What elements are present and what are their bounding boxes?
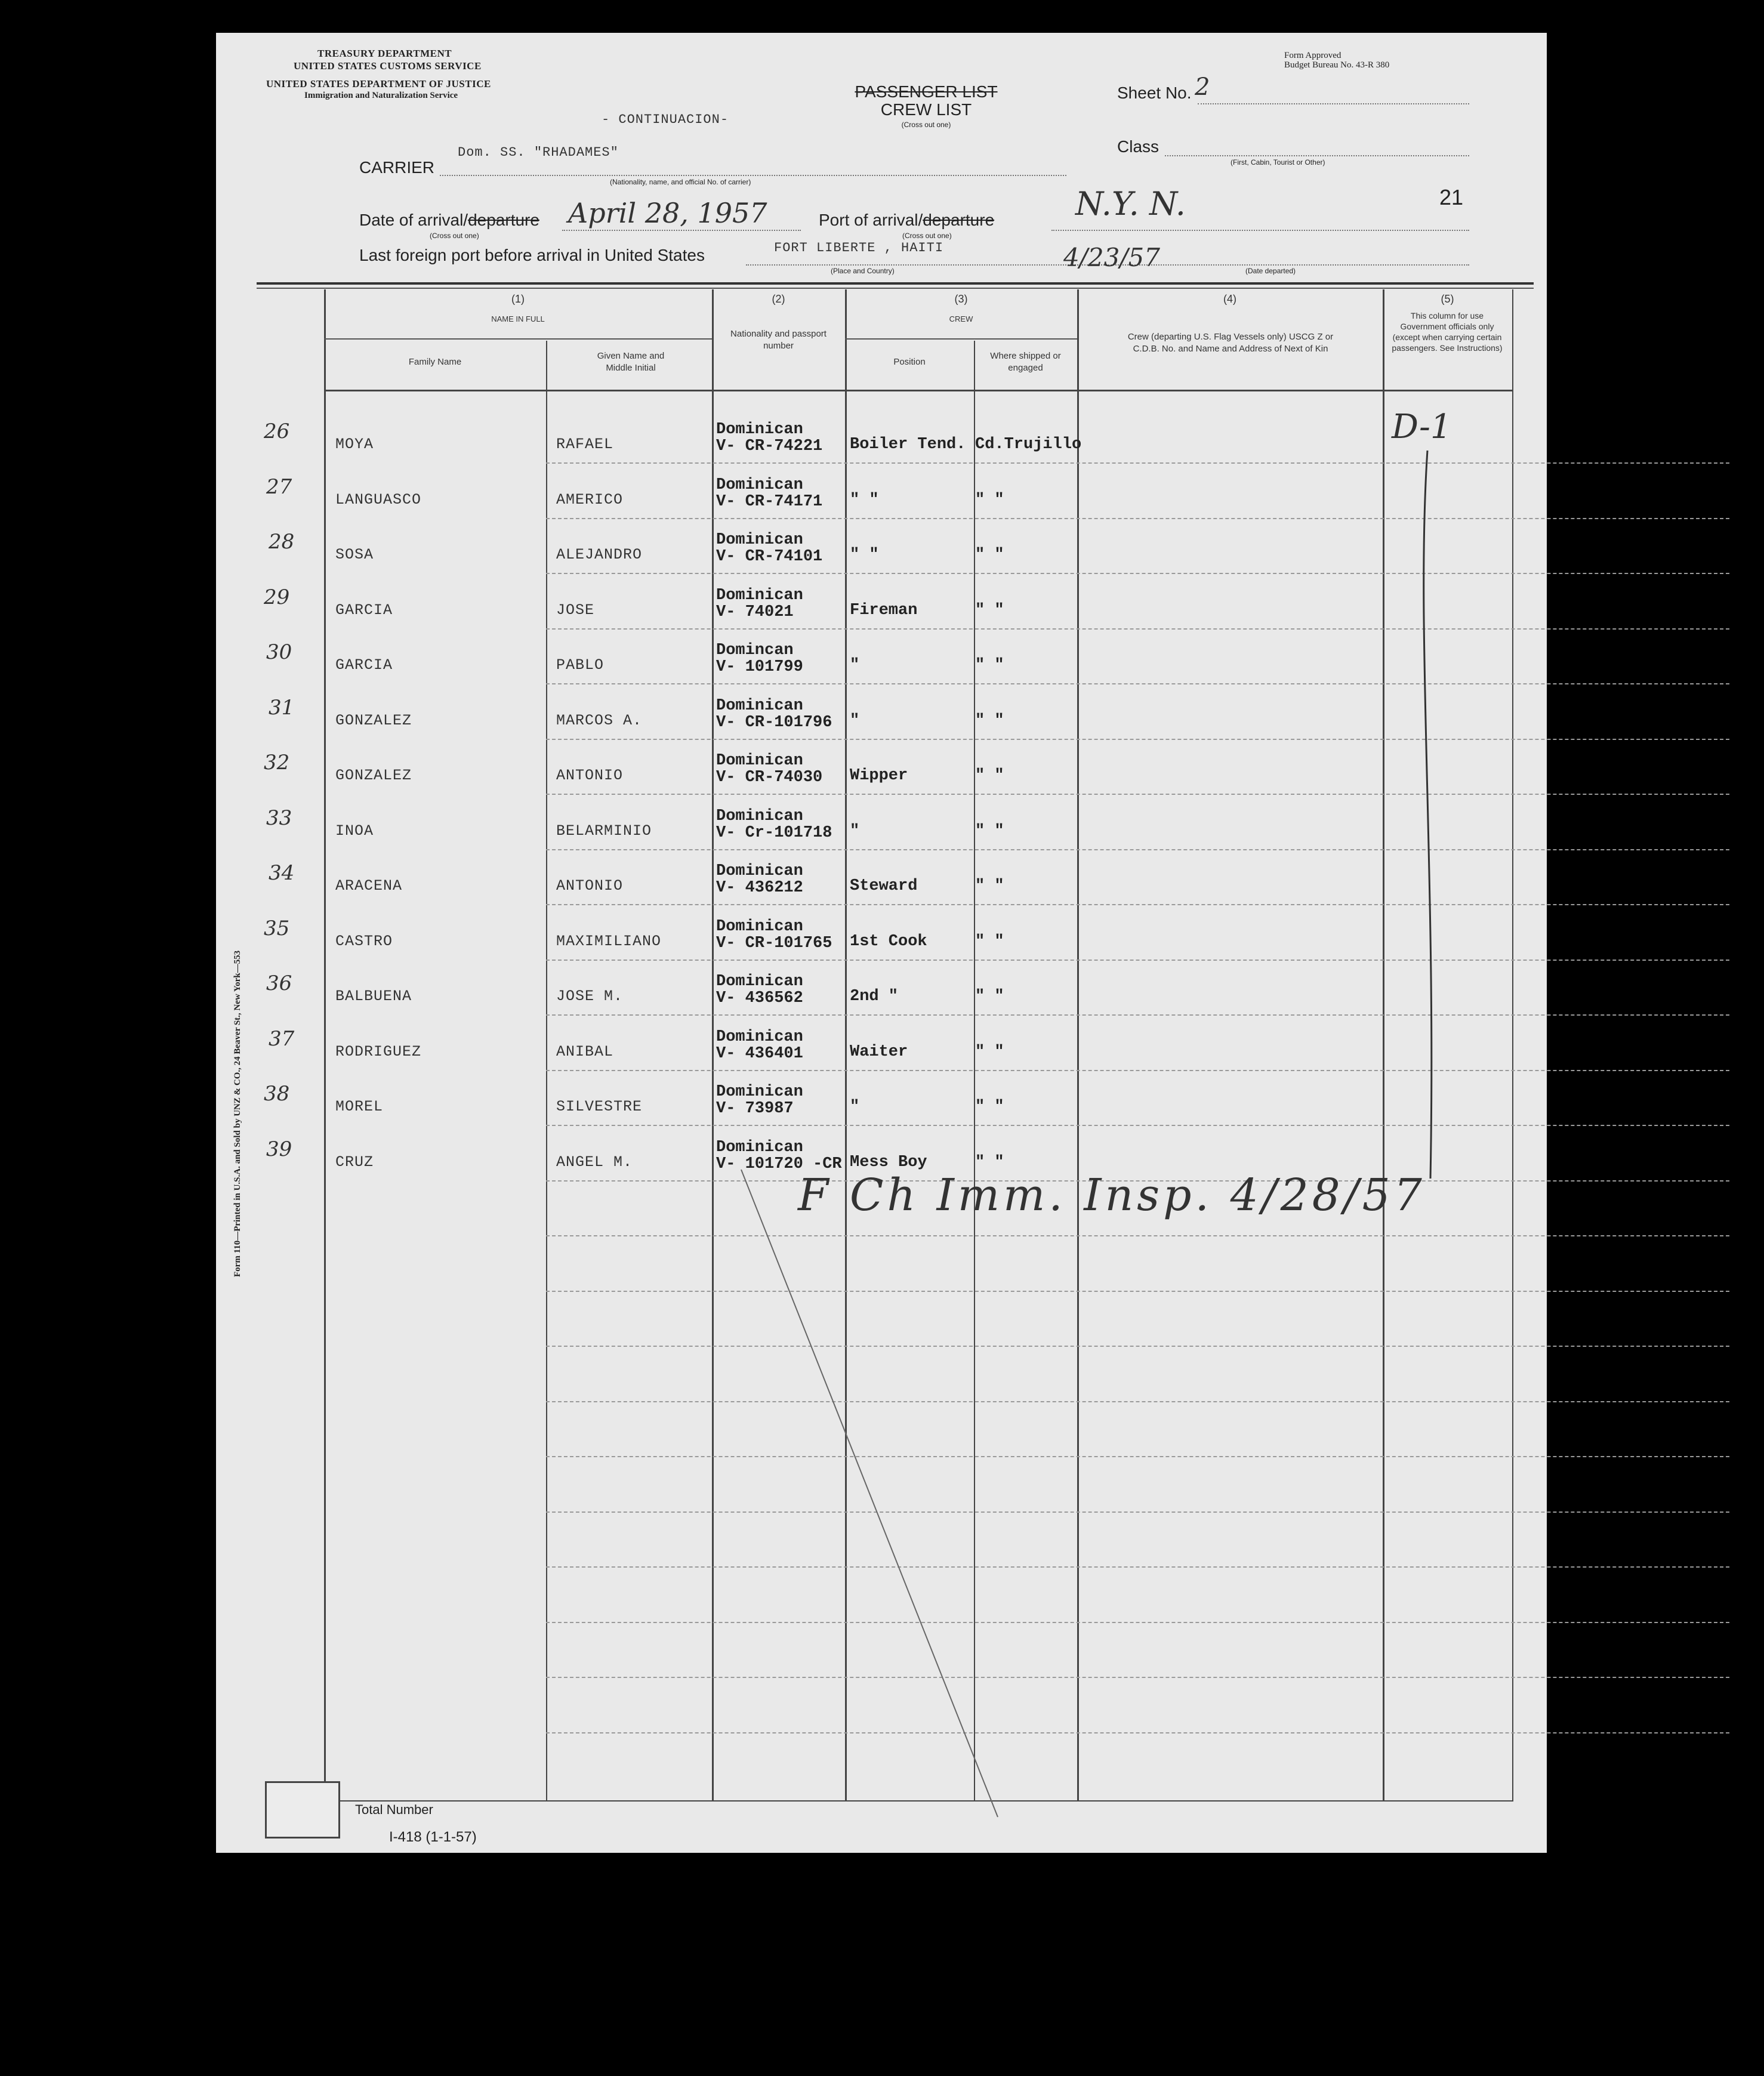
nationality: Dominican xyxy=(716,476,803,494)
family-name: BALBUENA xyxy=(335,988,412,1005)
last-port-value: FORT LIBERTE , HAITI xyxy=(774,240,944,255)
nationality: Dominican xyxy=(716,862,803,880)
position: Fireman xyxy=(850,601,918,619)
given-name: ANIBAL xyxy=(556,1042,614,1060)
date-departed-note: (Date departed) xyxy=(1245,267,1296,275)
date-arrival-value: April 28, 1957 xyxy=(568,197,767,229)
passport-number: V- 436212 xyxy=(716,879,803,897)
class-label: Class xyxy=(1117,137,1159,156)
row-number: 28 xyxy=(269,530,295,554)
signature: F Ch Imm. Insp. 4/28/57 xyxy=(798,1170,1426,1221)
where-shipped: " " xyxy=(975,656,1004,674)
nationality: Dominican xyxy=(716,1083,803,1101)
family-name: GONZALEZ xyxy=(335,711,412,729)
given-name: SILVESTRE xyxy=(556,1098,643,1115)
port-label: Port of arrival/departure xyxy=(819,211,995,229)
passport-number: V- Cr-101718 xyxy=(716,823,832,842)
empty-row-line xyxy=(546,1511,1729,1513)
passport-number: V- 436401 xyxy=(716,1044,803,1063)
empty-row-line xyxy=(546,1401,1729,1402)
family-name: ARACENA xyxy=(335,877,403,894)
nationality: Dominican xyxy=(716,1138,803,1156)
total-label: Total Number xyxy=(355,1802,433,1817)
family-name: CASTRO xyxy=(335,932,393,950)
empty-row-line xyxy=(546,1622,1729,1623)
given-name: MAXIMILIANO xyxy=(556,932,662,950)
position: " xyxy=(850,1098,860,1116)
nationality: Dominican xyxy=(716,531,803,549)
passport-number: V- 73987 xyxy=(716,1100,794,1118)
nationality: Dominican xyxy=(716,696,803,715)
given-name: ANTONIO xyxy=(556,877,624,894)
where-shipped: " " xyxy=(975,877,1004,895)
where-shipped: " " xyxy=(975,1153,1004,1171)
position: Boiler Tend. xyxy=(850,436,966,454)
position: Waiter xyxy=(850,1042,908,1061)
passport-number: V- CR-74221 xyxy=(716,437,823,455)
row-number: 29 xyxy=(264,585,290,609)
empty-row-line xyxy=(546,1566,1729,1568)
row-divider xyxy=(546,628,1729,630)
row-divider xyxy=(546,573,1729,574)
row-divider xyxy=(546,518,1729,519)
row-divider xyxy=(546,849,1729,850)
where-shipped: " " xyxy=(975,767,1004,785)
given-name: RAFAEL xyxy=(556,436,614,453)
dept-ins: Immigration and Naturalization Service xyxy=(304,91,458,100)
col2-num: (2) xyxy=(772,293,785,305)
family-name: GARCIA xyxy=(335,601,393,619)
port-value: N.Y. N. xyxy=(1075,185,1186,223)
row-number: 35 xyxy=(264,916,290,940)
position: Steward xyxy=(850,877,918,895)
passport-number: V- CR-74101 xyxy=(716,548,823,566)
row-number: 38 xyxy=(264,1082,290,1106)
given-name: ALEJANDRO xyxy=(556,546,643,563)
given-name: ANGEL M. xyxy=(556,1153,633,1171)
form-approved: Form Approved xyxy=(1284,51,1341,60)
empty-row-line xyxy=(546,1235,1729,1236)
family-name: GONZALEZ xyxy=(335,767,412,784)
row-divider xyxy=(546,739,1729,740)
given-name: JOSE M. xyxy=(556,988,624,1005)
date-note: (Cross out one) xyxy=(430,232,479,240)
empty-row-line xyxy=(546,1677,1729,1678)
side-print: Form 110—Printed in U.S.A. and Sold by UNZ & CO., 24 Beaver St., New York—553 xyxy=(233,950,242,1277)
dept-customs: UNITED STATES CUSTOMS SERVICE xyxy=(294,60,482,72)
vertical-bracket-mark xyxy=(1404,451,1451,1184)
family-name: MOYA xyxy=(335,436,374,453)
col5-title: This column for use Government officials only (except when carrying certain passengers. See Instructions) xyxy=(1392,311,1503,353)
col1-num: (1) xyxy=(511,293,525,305)
annotation-d1: D-1 xyxy=(1392,408,1452,446)
given-name: MARCOS A. xyxy=(556,711,643,729)
row-divider xyxy=(546,794,1729,795)
carrier-label: CARRIER xyxy=(359,158,435,177)
row-number: 37 xyxy=(269,1026,295,1051)
nationality: Dominican xyxy=(716,1028,803,1046)
passport-number: V- 74021 xyxy=(716,603,794,621)
given-name: PABLO xyxy=(556,656,605,674)
passport-number: V- CR-101796 xyxy=(716,713,832,732)
nationality: Dominican xyxy=(716,917,803,936)
nationality: Dominican xyxy=(716,807,803,825)
empty-row-line xyxy=(546,1732,1729,1733)
where-shipped: " " xyxy=(975,546,1004,564)
row-divider xyxy=(546,1070,1729,1071)
empty-row-line xyxy=(546,1346,1729,1347)
col3-position: Position xyxy=(893,357,926,367)
family-name: INOA xyxy=(335,822,374,840)
row-number: 34 xyxy=(269,861,295,885)
family-name: LANGUASCO xyxy=(335,491,422,508)
sheet-label: Sheet No. xyxy=(1117,84,1192,102)
row-divider xyxy=(546,683,1729,684)
passport-number: V- CR-74171 xyxy=(716,492,823,511)
col5-num: (5) xyxy=(1441,293,1454,305)
row-number: 39 xyxy=(266,1137,292,1161)
row-number: 26 xyxy=(264,419,290,443)
row-divider xyxy=(546,1125,1729,1126)
row-divider xyxy=(546,462,1729,464)
nationality: Dominican xyxy=(716,421,803,439)
family-name: MOREL xyxy=(335,1098,384,1115)
crew-list-title: CREW LIST xyxy=(880,100,972,119)
row-number: 36 xyxy=(266,971,292,995)
date-departed-value: 4/23/57 xyxy=(1063,243,1160,272)
nationality: Dominican xyxy=(716,752,803,770)
nationality: Dominican xyxy=(716,973,803,991)
where-shipped: " " xyxy=(975,932,1004,951)
carrier-note: (Nationality, name, and official No. of carrier) xyxy=(610,178,751,186)
budget-bureau: Budget Bureau No. 43-R 380 xyxy=(1284,60,1390,70)
position: 1st Cook xyxy=(850,932,927,951)
given-name: JOSE xyxy=(556,601,595,619)
form-number: I-418 (1-1-57) xyxy=(389,1829,477,1845)
position: 2nd " xyxy=(850,988,899,1005)
position: Mess Boy xyxy=(850,1153,927,1171)
nationality: Dominican xyxy=(716,586,803,604)
position: " " xyxy=(850,546,879,564)
where-shipped: Cd.Trujillo xyxy=(975,436,1082,454)
where-shipped: " " xyxy=(975,1098,1004,1116)
col2-title: Nationality and passport number xyxy=(730,329,827,351)
given-name: AMERICO xyxy=(556,491,624,508)
sheet-number: 2 xyxy=(1195,73,1210,101)
continuacion-label: - CONTINUACION- xyxy=(602,112,729,127)
row-number: 31 xyxy=(269,695,295,720)
position: " xyxy=(850,822,860,840)
position: " " xyxy=(850,491,879,509)
passport-number: V- CR-74030 xyxy=(716,769,823,786)
given-name: ANTONIO xyxy=(556,767,624,784)
diagonal-pen-mark xyxy=(735,1167,1004,1823)
col1-title: NAME IN FULL xyxy=(491,314,545,323)
given-name: BELARMINIO xyxy=(556,822,652,840)
passport-number: V- 436562 xyxy=(716,989,803,1007)
col1-given: Given Name and Middle Initial xyxy=(597,351,665,373)
col3-title: CREW xyxy=(949,314,973,323)
row-number: 27 xyxy=(266,474,292,499)
family-name: SOSA xyxy=(335,546,374,563)
where-shipped: " " xyxy=(975,491,1004,509)
class-note: (First, Cabin, Tourist or Other) xyxy=(1231,158,1325,166)
where-shipped: " " xyxy=(975,822,1004,840)
family-name: CRUZ xyxy=(335,1153,374,1171)
total-box xyxy=(265,1781,340,1839)
row-divider xyxy=(546,1014,1729,1016)
row-number: 33 xyxy=(266,806,292,830)
where-shipped: " " xyxy=(975,988,1004,1005)
row-divider xyxy=(546,960,1729,961)
list-cross-note: (Cross out one) xyxy=(901,121,951,129)
nationality: Domincan xyxy=(716,641,794,659)
form-sheet xyxy=(216,33,1547,1853)
empty-row-line xyxy=(546,1456,1729,1457)
carrier-value: Dom. SS. "RHADAMES" xyxy=(458,145,619,160)
position: " xyxy=(850,656,860,674)
row-number: 32 xyxy=(264,751,290,775)
page-number: 21 xyxy=(1439,185,1464,209)
dept-treasury: TREASURY DEPARTMENT xyxy=(317,48,452,59)
last-port-note: (Place and Country) xyxy=(831,267,895,275)
family-name: RODRIGUEZ xyxy=(335,1042,422,1060)
where-shipped: " " xyxy=(975,1042,1004,1061)
passport-number: V- 101720 -CR xyxy=(716,1155,842,1173)
passport-number: V- 101799 xyxy=(716,658,803,676)
col4-num: (4) xyxy=(1223,293,1236,305)
passport-number: V- CR-101765 xyxy=(716,934,832,952)
family-name: GARCIA xyxy=(335,656,393,674)
passenger-list-struck: PASSENGER LIST xyxy=(855,82,998,101)
row-number: 30 xyxy=(266,640,292,664)
col3-num: (3) xyxy=(954,293,968,305)
empty-row-line xyxy=(546,1291,1729,1292)
position: " xyxy=(850,711,860,730)
col3-where: Where shipped or engaged xyxy=(990,351,1061,373)
port-note: (Cross out one) xyxy=(902,232,952,240)
last-port-label: Last foreign port before arrival in United States xyxy=(359,246,705,264)
date-label: Date of arrival/departure xyxy=(359,211,539,229)
where-shipped: " " xyxy=(975,711,1004,730)
col4-title: Crew (departing U.S. Flag Vessels only) USCG Z or C.D.B. No. and Name and Address of Next of Kin xyxy=(1127,332,1334,354)
dept-justice: UNITED STATES DEPARTMENT OF JUSTICE xyxy=(266,78,491,90)
col1-family: Family Name xyxy=(408,357,462,367)
position: Wipper xyxy=(850,767,908,785)
where-shipped: " " xyxy=(975,601,1004,619)
row-divider xyxy=(546,904,1729,905)
